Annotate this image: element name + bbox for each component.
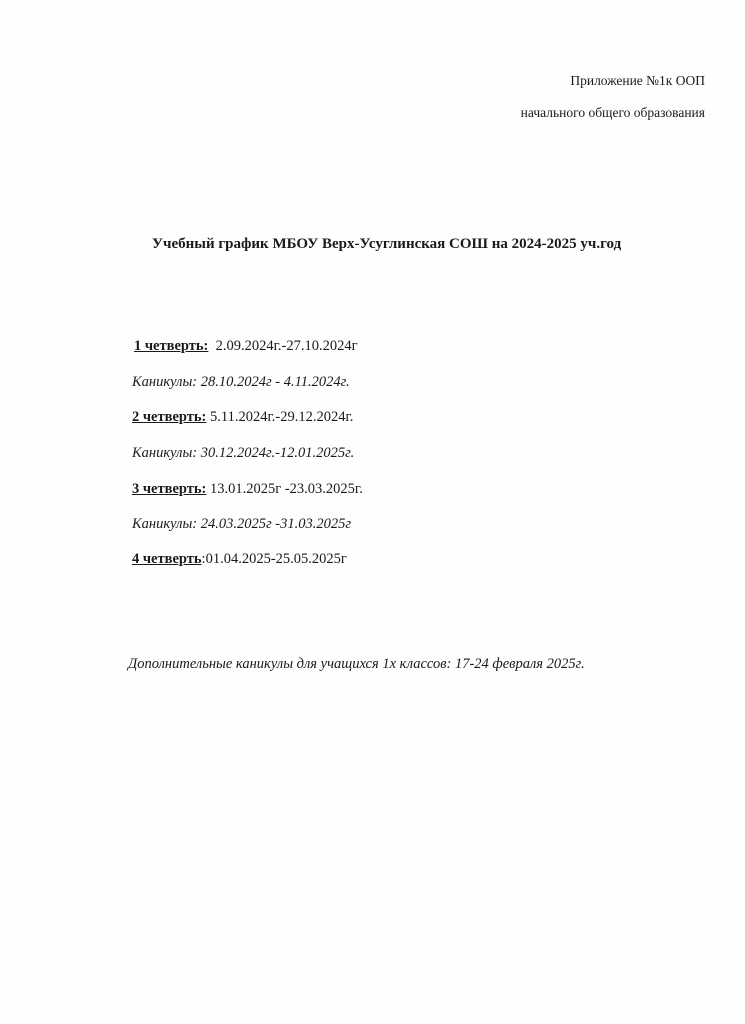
appendix-program-label: начального общего образования: [520, 105, 705, 120]
quarter-4-dates: :01.04.2025-25.05.2025г: [201, 551, 347, 567]
quarter-3-row: [132, 481, 363, 498]
quarter-1-dates: 2.09.2024г.-27.10.2024г: [208, 338, 358, 354]
quarter-3-label: 3 четверть:: [132, 481, 207, 497]
holiday-1-row: Каникулы: 28.10.2024г - 4.11.2024г.: [132, 374, 350, 390]
quarter-3-dates: 13.01.2025г -23.03.2025г.: [206, 481, 363, 497]
quarter-2-row: [132, 409, 353, 426]
quarter-2-label: 2 четверть:: [132, 409, 207, 425]
quarter-2-dates: 5.11.2024г.-29.12.2024г.: [206, 409, 354, 425]
extra-holidays-note: Дополнительные каникулы для учащихся 1х классов: 17-24 февраля 2025г.: [128, 656, 585, 672]
quarter-4-label: 4 четверть: [132, 551, 202, 567]
page-title: Учебный график МБОУ Верх-Усуглинская СОШ на 2024-2025 уч.год: [152, 236, 622, 252]
holiday-2-row: Каникулы: 30.12.2024г.-12.01.2025г.: [132, 445, 355, 461]
quarter-1-label: 1 четверть:: [134, 338, 209, 354]
appendix-label: Приложение №1к ООП: [570, 73, 705, 88]
holiday-3-row: Каникулы: 24.03.2025г -31.03.2025г: [132, 516, 352, 532]
quarter-1-row: [134, 338, 358, 355]
quarter-4-row: [132, 551, 347, 568]
